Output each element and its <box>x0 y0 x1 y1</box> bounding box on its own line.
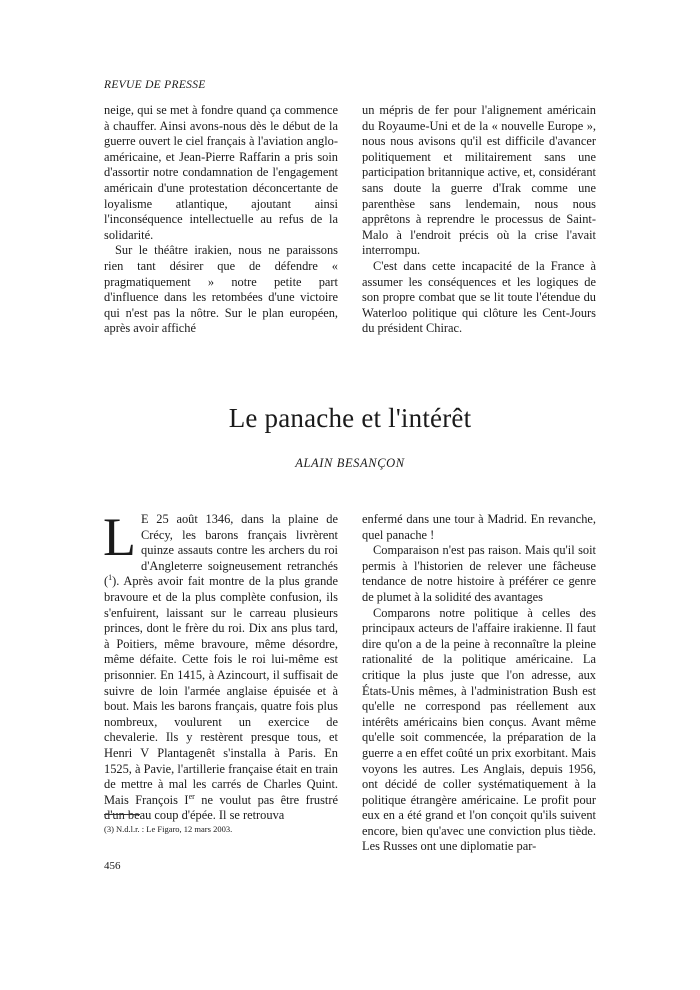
paragraph: un mépris de fer pour l'alignement américain du Royaume-Uni et de la « nouvelle Europe », nous nous avisons qu'il est difficile d'avancer politiquement et militairement sans une participation britannique active, et, considérant sans doute la guerre d'Irak comme une parenthèse sans lendemain, nous nous apprêtons à reprendre le processus de Saint-Malo à l'endroit précis où la crise l'avait interrompu. <box>362 103 596 258</box>
footnote-rule <box>104 814 140 815</box>
running-head: REVUE DE PRESSE <box>104 79 206 91</box>
drop-cap: L <box>103 507 136 567</box>
paragraph <box>103 507 338 824</box>
paragraph: Sur le théâtre irakien, nous ne paraissons rien tant désirer que de défendre « pragmatiquement » notre petite part d'influence dans les retombées d'une victoire qui n'est pas la nôtre. Sur le plan européen, après avoir affiché <box>104 243 338 336</box>
paragraph: Comparaison n'est pas raison. Mais qu'il soit permis à l'historien de relever une fâcheuse tendance de notre histoire à préférer ce genre de plumet à la solidité des avantages <box>362 543 596 604</box>
paragraph: C'est dans cette incapacité de la France à assumer les conséquences et les logiques de son propre combat que se lit toute l'étendue du Waterloo politique qui clôture les Cent-Jours du président Chirac. <box>362 258 596 336</box>
paragraph: neige, qui se met à fondre quand ça commence à chauffer. Ainsi avons-nous dès le début de la guerre ouvert le ciel français à l'aviation anglo-américaine, et Jean-Pierre Raffarin a pris soin d'assortir notre condamnation de l'engagement américain d'une protestation déconcertante de loyalisme atlantique, ajoutant ainsi l'inconséquence intellectuelle au refus de la solidarité. <box>104 103 338 242</box>
footnote: (3) N.d.l.r. : Le Figaro, 12 mars 2003. <box>104 824 233 834</box>
paragraph-text: ne voulut pas être frustré d'un beau coup d'épée. Il se retrouva <box>104 792 338 823</box>
article-right-column <box>362 512 596 855</box>
page-number: 456 <box>104 860 121 872</box>
note-reference: 1 <box>108 573 113 583</box>
paragraph-text: ). Après avoir fait montre de la plus grande bravoure et de la plus complète confusion, ils s'enfuirent, laissant sur le carreau plusieurs princes, dont le frère du roi. Dix ans plus tard, à Poitiers, même bravoure, même désordre, même défaite. Cette fois le roi lui-même est prisonnier. En 1415, à Azincourt, il suffisait de suivre de loin l'armée anglaise épuisée et à bout. Mais les barons français, quatre fois plus nombreux, voulurent un exercice de chevalerie. Ils y restèrent presque tous, et Henri V Plantagenêt s'installa à Paris. En 1525, à Pavie, l'artillerie française était en train de mettre à mal les carrés de Charles Quint. Mais François I <box>104 574 338 807</box>
top-left-column <box>104 103 338 337</box>
paragraph-text: E 25 août 1346, dans la plaine de Crécy, les barons français livrèrent quinze assauts contre les archers du roi d'Angleterre soigneusement retranchés ( <box>104 512 338 589</box>
ordinal-suffix: er <box>188 791 195 801</box>
top-right-column <box>362 103 596 337</box>
article-title: Le panache et l'intérêt <box>228 403 472 433</box>
paragraph: enfermé dans une tour à Madrid. En revanche, quel panache ! <box>362 512 596 542</box>
paragraph: Comparons notre politique à celles des principaux acteurs de l'affaire irakienne. Il faut dire qu'on a de la peine à reconnaître la pleine rationalité de la politique américaine. La critique la plus juste que l'on adresse, aux États-Unis mêmes, à l'administration Bush est qu'elle ne correspond pas réellement aux intérêts américains bien conçus. Avant même qu'elle soit commencée, la préparation de la guerre a en effet coûté un prix exorbitant. Mais voyons les autres. Les Anglais, depuis 1956, ont décidé de coller systématiquement à la politique étrangère américaine. Le profit pour eux en a été grand et l'on conçoit qu'ils suivent encore, bien qu'avec une conviction plus tiède. Les Russes ont une diplomatie par- <box>362 605 596 854</box>
article-author: ALAIN BESANÇON <box>295 456 405 470</box>
article-left-column <box>103 507 338 824</box>
